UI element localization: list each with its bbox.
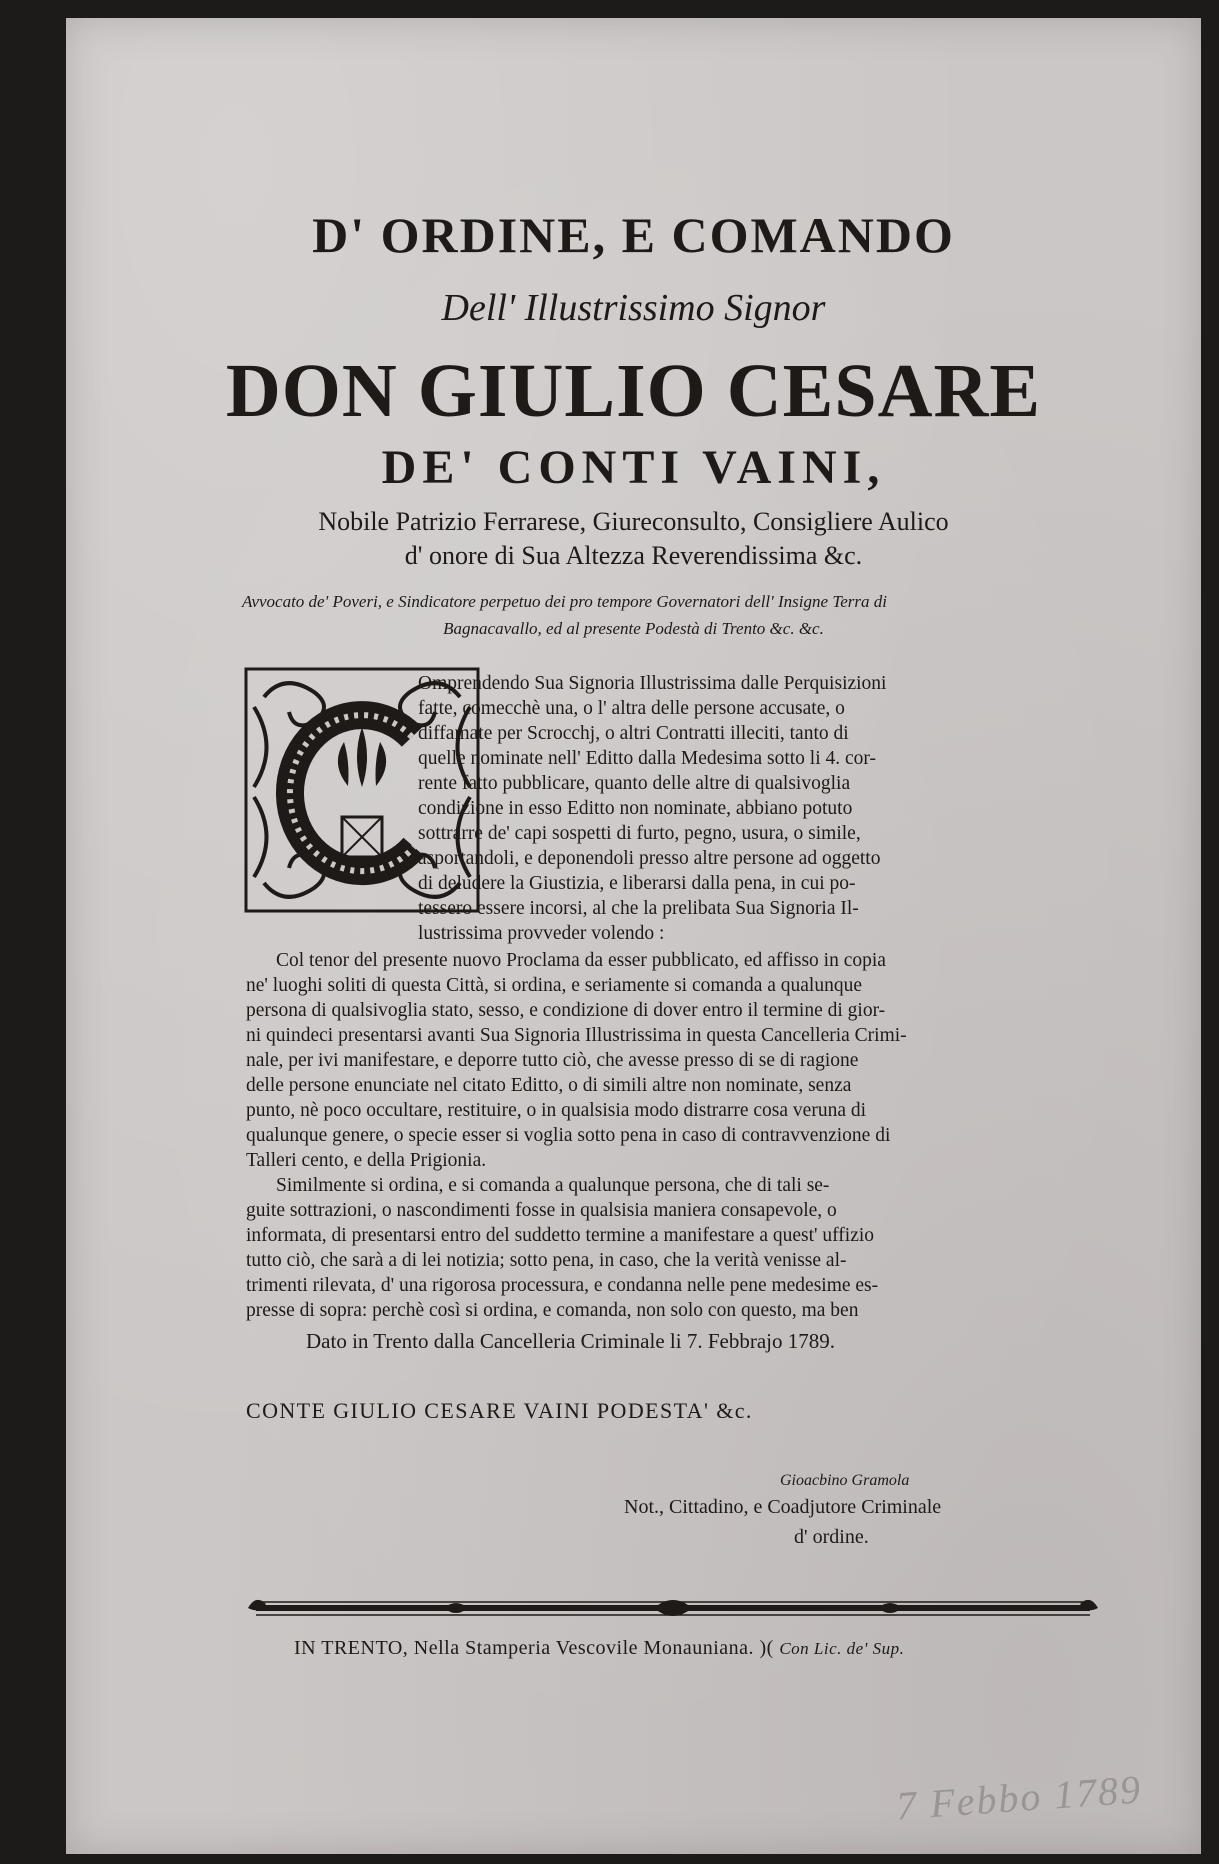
body-line: diffamate per Scrocchj, o altri Contratti illeciti, tanto di <box>418 723 849 744</box>
notary-title: Not., Cittadino, e Coadjutore Criminale <box>624 1496 942 1518</box>
printer-imprint <box>294 1637 904 1660</box>
offices-line-2: Bagnacavallo, ed al presente Podestà di Trento &c. &c. <box>443 619 824 638</box>
body-line: Omprendendo Sua Signoria Illustrissima dalle Perquisizioni <box>418 673 887 694</box>
body-line: rente fatto pubblicare, quanto delle altre di qualsivoglia <box>418 773 851 794</box>
body-line: persona di qualsivoglia stato, sesso, e condizione di dover entro il termine di gior- <box>246 1000 886 1021</box>
heading-titles-1: Nobile Patrizio Ferrarese, Giureconsulto, Consigliere Aulico <box>318 507 949 536</box>
notary-order: d' ordine. <box>794 1526 869 1548</box>
body-line: fatte, comecchè una, o l' altra delle persone accusate, o <box>418 698 845 719</box>
signature-line: CONTE GIULIO CESARE VAINI PODESTA' &c. <box>246 1398 753 1423</box>
body-line: asportandoli, e deponendoli presso altre persone ad oggetto <box>418 848 881 869</box>
heading-family: DE' CONTI VAINI, <box>381 441 886 494</box>
body-line: sottrarre de' capi sospetti di furto, pegno, usura, o simile, <box>418 823 861 844</box>
body-line: Similmente si ordina, e si comanda a qualunque persona, che di tali se- <box>276 1175 830 1196</box>
ornamental-rule-icon <box>244 1588 1102 1628</box>
body-line: tessero essere incorsi, al che la prelibata Sua Signoria Il- <box>418 898 859 919</box>
heading-order: D' ORDINE, E COMANDO <box>312 207 955 263</box>
body-line: condizione in esso Editto non nominate, abbiano potuto <box>418 798 853 819</box>
offices-line-1: Avvocato de' Poveri, e Sindicatore perpetuo dei pro tempore Governatori dell' Insigne Terra di <box>242 592 887 611</box>
body-line: nale, per ivi manifestare, e deporre tutto ciò, che avesse presso di se di ragione <box>246 1050 859 1071</box>
heading-illustrissimo: Dell' Illustrissimo Signor <box>441 287 826 329</box>
body-line: informata, di presentarsi entro del suddetto termine a manifestare a quest' uffizio <box>246 1225 875 1246</box>
body-line: presse di sopra: perchè così si ordina, e comanda, non solo con questo, ma ben <box>246 1300 859 1321</box>
body-line: Talleri cento, e della Prigionia. <box>246 1150 487 1171</box>
body-line: qualunque genere, o specie esser si voglia sotto pena in caso di contravvenzione di <box>246 1125 891 1146</box>
body-line: trimenti rilevata, d' una rigorosa processura, e condanna nelle pene medesime es- <box>246 1275 879 1296</box>
body-line: punto, nè poco occultare, restituire, o in qualsisia modo distrarre cosa veruna di <box>246 1100 867 1121</box>
handwritten-date-note: 7 Febbo 1789 <box>894 1766 1144 1829</box>
heading-titles-2: d' onore di Sua Altezza Reverendissima &c. <box>404 541 863 570</box>
body-line: quelle nominate nell' Editto dalla Medesima sotto li 4. cor- <box>418 748 877 769</box>
body-line: Col tenor del presente nuovo Proclama da esser pubblicato, ed affisso in copia <box>276 950 886 971</box>
document-sheet <box>66 18 1201 1854</box>
body-line: guite sottrazioni, o nascondimenti fosse in qualsisia maniera consapevole, o <box>246 1200 837 1221</box>
body-line: lustrissima provveder volendo : <box>418 923 665 944</box>
body-line: ni quindeci presentarsi avanti Sua Signoria Illustrissima in questa Cancelleria Crimi- <box>246 1025 907 1046</box>
printer-text: IN TRENTO, Nella Stamperia Vescovile Monauniana. )( <box>294 1637 774 1659</box>
heading-name: DON GIULIO CESARE <box>225 349 1042 433</box>
date-line: Dato in Trento dalla Cancelleria Criminale li 7. Febbrajo 1789. <box>306 1329 835 1353</box>
notary-name: Gioacbino Gramola <box>780 1472 910 1489</box>
body-line: di deludere la Giustizia, e liberarsi dalla pena, in cui po- <box>418 873 856 894</box>
body-line: tutto ciò, che sarà a di lei notizia; sotto pena, in caso, che la verità venisse al- <box>246 1250 847 1271</box>
body-line: delle persone enunciate nel citato Editto, o di simili altre non nominate, senza <box>246 1075 852 1096</box>
printer-license: Con Lic. de' Sup. <box>779 1639 905 1658</box>
body-line: ne' luoghi soliti di questa Città, si ordina, e seriamente si comanda a qualunque <box>246 975 862 996</box>
